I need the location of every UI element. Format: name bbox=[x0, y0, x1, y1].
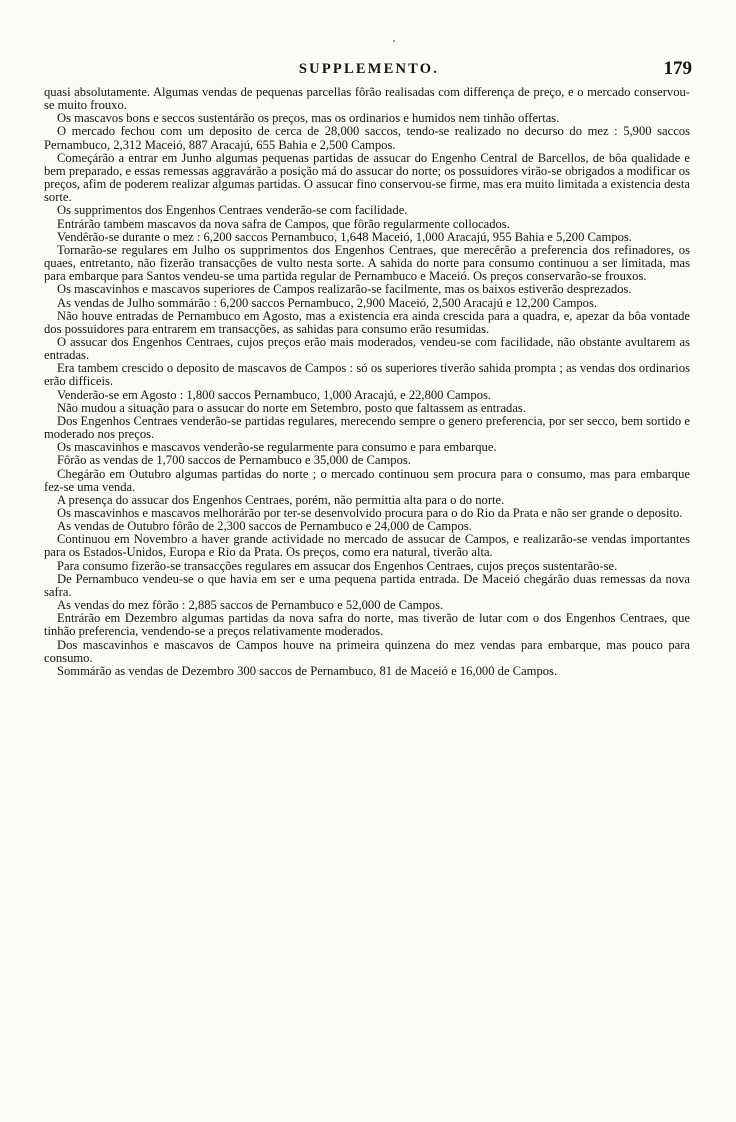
paragraph: Os supprimentos dos Engenhos Centraes venderão-se com facilidade. bbox=[57, 203, 408, 218]
paragraph: Chegárão em Outubro algumas partidas do norte ; o mercado continuou sem procura para o consumo, mas para embarque fez-se uma venda. bbox=[44, 466, 690, 494]
page-header bbox=[44, 58, 694, 82]
paragraph: quasi absolutamente. Algumas vendas de pequenas parcellas fôrão realisadas com differença de preço, e o mercado conservou-se muito frouxo. bbox=[44, 85, 690, 113]
print-mark bbox=[393, 40, 395, 42]
paragraph: Os mascavos bons e seccos sustentárão os preços, mas os ordinarios e humidos nem tinhão offertas. bbox=[57, 111, 560, 126]
paragraph: Entrárão em Dezembro algumas partidas da nova safra do norte, mas tiverão de lutar com o dos Engenhos Centraes, que tinhão preferencia, vendendo-se a preços relativamente moderados. bbox=[44, 611, 690, 639]
page-number: 179 bbox=[663, 58, 692, 79]
paragraph: Os mascavinhos e mascavos venderão-se regularmente para consumo e para embarque. bbox=[57, 440, 497, 455]
paragraph: Dos Engenhos Centraes venderão-se partidas regulares, merecendo sempre o genero preferencia, por ser secco, bem sortido e moderado nos preços. bbox=[44, 413, 690, 442]
paragraph: Era tambem crescido o deposito de mascavos de Campos : só os superiores tiverão sahida prompta ; as vendas dos ordinarios erão difficeis. bbox=[44, 361, 690, 389]
paragraph: Não houve entradas de Pernambuco em Agosto, mas a existencia era ainda crescida para a quadra, e, apezar da bôa vontade dos possuidores para entrarem em transacções, as sahidas para consumo erão resumidas. bbox=[44, 308, 690, 336]
paragraph: Venderão-se em Agosto : 1,800 saccos Pernambuco, 1,000 Aracajú, e 22,800 Campos. bbox=[57, 387, 492, 402]
paragraph: Vendêrão-se durante o mez : 6,200 saccos Pernambuco, 1,648 Maceió, 1,000 Aracajú, 955 Bahia e 5,200 Campos. bbox=[57, 229, 632, 244]
paragraph: As vendas de Julho sommárão : 6,200 saccos Pernambuco, 2,900 Maceió, 2,500 Aracajú e 12,200 Campos. bbox=[57, 295, 598, 310]
paragraph: Sommárão as vendas de Dezembro 300 saccos de Pernambuco, 81 de Maceió e 16,000 de Campos. bbox=[57, 663, 558, 678]
paragraph: Dos mascavinhos e mascavos de Campos houve na primeira quinzena do mez vendas para embarque, mas pouco para consumo. bbox=[44, 637, 690, 665]
paragraph: Entrárão tambem mascavos da nova safra de Campos, que fôrão regularmente collocados. bbox=[57, 216, 510, 231]
paragraph: O assucar dos Engenhos Centraes, cujos preços erão mais moderados, vendeu-se com facilidade, não obstante avultarem as entradas. bbox=[44, 334, 690, 363]
paragraph: As vendas do mez fôrão : 2,885 saccos de Pernambuco e 52,000 de Campos. bbox=[57, 598, 444, 613]
body-text bbox=[44, 86, 690, 678]
paragraph: O mercado fechou com um deposito de cerca de 28,000 saccos, tendo-se realizado no decurso do mez : 5,900 saccos Pernambuco, 2,312 Maceió, 887 Aracajú, 655 Bahia e 2,500 Campos. bbox=[44, 124, 690, 152]
paragraph: De Pernambuco vendeu-se o que havia em ser e uma pequena partida entrada. De Maceió chegárão duas remessas da nova safra. bbox=[44, 571, 690, 599]
paragraph: Fôrão as vendas de 1,700 saccos de Pernambuco e 35,000 de Campos. bbox=[57, 453, 411, 468]
paragraph: As vendas de Outubro fôrão de 2,300 saccos de Pernambuco e 24,000 de Campos. bbox=[57, 519, 472, 534]
paragraph: Tornarão-se regulares em Julho os supprimentos dos Engenhos Centraes, que merecêrão a preferencia dos refinadores, os quaes, entretanto, não fizerão transacções de vulto nesta sorte. A sahida do norte para consumo continuou a ser limitada, mas para embarque para Santos vendeu-se uma partida regular de Pernambuco e Maceió. Os preços conservarão-se frouxos. bbox=[44, 242, 690, 284]
paragraph: Para consumo fizerão-se transacções regulares em assucar dos Engenhos Centraes, cujos preços sustentarão-se. bbox=[57, 558, 618, 573]
paragraph: A presença do assucar dos Engenhos Centraes, porém, não permittia alta para o do norte. bbox=[57, 492, 505, 507]
paragraph: Continuou em Novembro a haver grande actividade no mercado de assucar de Campos, e realizarão-se vendas importantes para os Estados-Unidos, Europa e Rio da Prata. Os preços, como era natural, tiverão alta. bbox=[44, 532, 690, 560]
running-title: SUPPLEMENTO. bbox=[298, 61, 440, 77]
paragraph: Os mascavinhos e mascavos melhorárão por ter-se desenvolvido procura para o do Rio da Prata e não ser grande o deposito. bbox=[57, 506, 683, 520]
paragraph: Não mudou a situação para o assucar do norte em Setembro, posto que faltassem as entradas. bbox=[57, 400, 526, 415]
paragraph: Começárão a entrar em Junho algumas pequenas partidas de assucar do Engenho Central de Barcellos, de bôa qualidade e bem preparado, e essas remessas aggravárão a posição má do assucar do norte; os possuidores virão-se obrigados a modificar os preços, afim de poderem realizar algumas partidas. O assucar fino conservou-se firme, mas era muito limitada a existencia desta sorte. bbox=[44, 150, 690, 205]
paragraph: Os mascavinhos e mascavos superiores de Campos realizarão-se facilmente, mas os baixos estiverão desprezados. bbox=[57, 282, 632, 297]
